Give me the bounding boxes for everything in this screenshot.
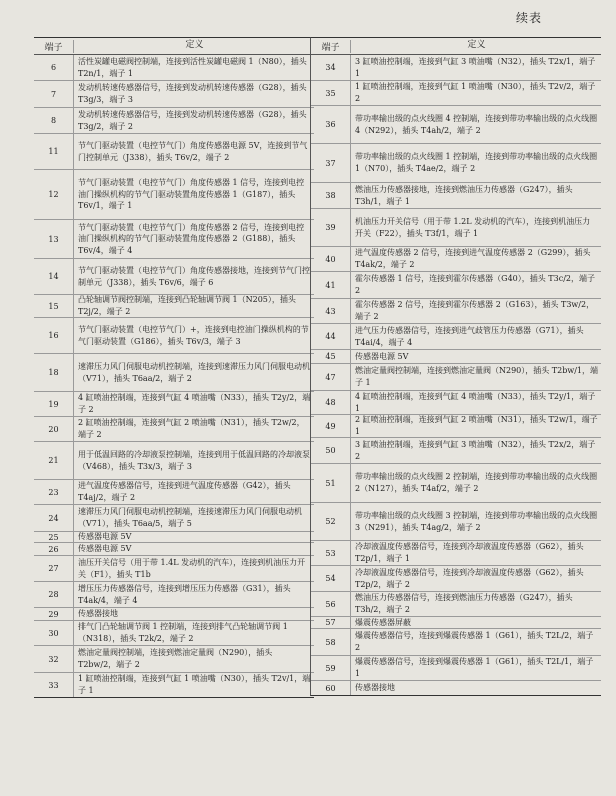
left-table-body (34, 55, 314, 697)
terminal-definition (351, 617, 601, 628)
definition-text: 进气温度传感器 2 信号，连接到进气温度传感器 2（G299），插头 T4ak/2，端子 2 (355, 248, 591, 269)
terminal-number: 25 (34, 532, 74, 542)
right-table-body (311, 55, 601, 695)
terminal-definition (351, 144, 601, 182)
terminal-number: 14 (34, 259, 74, 294)
terminal-number: 36 (311, 106, 351, 143)
terminal-definition (74, 556, 314, 581)
terminal-number: 11 (34, 134, 74, 169)
terminal-number: 29 (34, 608, 74, 620)
definition-text: 节气门驱动装置（电控节气门）角度传感器 1 信号，连接到电控油门操纵机构的节气门驱动装置角度传感器 1（G187），插头 T6v/1，端子 1 (78, 178, 305, 211)
definition-text: 节气门驱动装置（电控节气门）+，连接到电控油门操纵机构的节气门驱动装置（G186），插头 T6v/3，端子 3 (78, 324, 309, 346)
table-header (34, 38, 314, 55)
definition-text: 传感器电源 5V (78, 544, 132, 554)
terminal-number: 6 (34, 55, 74, 80)
terminal-number: 7 (34, 81, 74, 107)
definition-text: 凸轮轴调节阀控制端，连接到凸轮轴调节阀 1（N205），插头 T2j/2，端子 2 (78, 295, 296, 316)
table-row (34, 354, 314, 392)
header-terminal: 端子 (311, 40, 351, 53)
definition-text: 活性炭罐电磁阀控制端，连接到活性炭罐电磁阀 1（N80），插头 T2n/1，端子 1 (78, 56, 307, 78)
terminal-number: 12 (34, 170, 74, 219)
table-row (311, 438, 601, 464)
terminal-definition (351, 629, 601, 655)
definition-text: 冷却液温度传感器信号，连接到冷却液温度传感器（G62），插头 T2p/1，端子 1 (355, 542, 584, 563)
table-row (34, 295, 314, 318)
definition-text: 传感器电源 5V (355, 351, 409, 361)
terminal-definition (74, 259, 314, 294)
terminal-definition (74, 81, 314, 107)
table-row (311, 364, 601, 391)
definition-text: 燃油定量阀控制端，连接到燃油定量阀（N290），插头 T2bw/1，端子 1 (355, 366, 598, 387)
terminal-definition (351, 209, 601, 246)
table-row (311, 247, 601, 272)
table-row (311, 324, 601, 350)
table-row (311, 350, 601, 364)
definition-text: 3 缸喷油控制端，连接到气缸 3 喷油嘴（N32），插头 T2x/1，端子 1 (355, 56, 596, 78)
terminal-definition (351, 272, 601, 298)
definition-text: 1 缸喷油控制端，连接到气缸 1 喷油嘴（N30），插头 T2v/1，端子 1 (78, 674, 311, 695)
definition-text: 传感器接地 (78, 609, 118, 619)
terminal-definition (74, 55, 314, 80)
terminal-definition (74, 621, 314, 645)
terminal-definition (74, 582, 314, 607)
terminal-definition (74, 673, 314, 697)
terminal-number: 23 (34, 480, 74, 504)
terminal-number: 52 (311, 503, 351, 540)
definition-text: 燃油压力传感器接地，连接到燃油压力传感器（G247），插头 T3h/1，端子 1 (355, 184, 573, 206)
terminal-definition (351, 541, 601, 565)
table-row (311, 55, 601, 81)
table-row (311, 183, 601, 209)
terminal-definition (351, 656, 601, 680)
table-row (34, 108, 314, 134)
terminal-definition (351, 350, 601, 363)
terminal-number: 57 (311, 617, 351, 628)
terminal-number: 26 (34, 543, 74, 555)
header-definition: 定义 (185, 40, 204, 51)
terminal-number: 24 (34, 505, 74, 531)
terminal-definition (74, 170, 314, 219)
terminal-number: 40 (311, 247, 351, 271)
terminal-definition (74, 543, 314, 555)
terminal-number: 27 (34, 556, 74, 581)
terminal-definition (351, 106, 601, 143)
definition-text: 带功率输出级的点火线圈 2 控制端，连接到带功率输出级的点火线圈 2（N127），插头 T4af/2，端子 2 (355, 472, 598, 493)
terminal-definition (351, 324, 601, 349)
terminal-number: 58 (311, 629, 351, 655)
definition-text: 油压开关信号（用于带 1.4L 发动机的汽车），连接到机油压力开关（F1），插头 T1b (78, 557, 306, 579)
definition-text: 进气温度传感器信号，连接到进气温度传感器（G42），插头 T4aj/2，端子 2 (78, 481, 291, 502)
definition-text: 爆震传感器信号，连接到爆震传感器 1（G61），插头 T2L/1，端子 1 (355, 657, 594, 678)
terminal-number: 15 (34, 295, 74, 317)
terminal-definition (351, 364, 601, 390)
header-terminal: 端子 (34, 40, 74, 53)
definition-text: 发动机转速传感器信号，连接到发动机转速传感器（G28），插头 T3g/3，端子 3 (78, 83, 307, 104)
terminal-number: 44 (311, 324, 351, 349)
table-row (34, 442, 314, 480)
definition-text: 带功率输出级的点火线圈 1 控制端，连接到带功率输出级的点火线圈 1（N70），插头 T4ae/2，端子 2 (355, 152, 598, 173)
table-row (311, 106, 601, 144)
terminal-definition (351, 391, 601, 414)
terminal-definition (351, 503, 601, 540)
table-row (311, 617, 601, 629)
terminal-definition (74, 608, 314, 620)
table-row (34, 55, 314, 81)
terminal-number: 33 (34, 673, 74, 697)
terminal-definition (351, 438, 601, 463)
definition-text: 冷却液温度传感器信号，连接到冷却液温度传感器（G62），插头 T2p/2，端子 2 (355, 567, 584, 589)
terminal-definition (74, 108, 314, 133)
terminal-definition (74, 354, 314, 391)
left-table (34, 37, 314, 698)
terminal-definition (351, 464, 601, 502)
terminal-number: 43 (311, 299, 351, 323)
table-row (34, 608, 314, 621)
table-row (34, 646, 314, 673)
table-row (34, 134, 314, 170)
definition-text: 节气门驱动装置（电控节气门）角度传感器接地，连接到节气门控制单元（J338），插头 T6v/6，端子 6 (78, 265, 310, 287)
terminal-number: 56 (311, 592, 351, 616)
definition-text: 增压压力传感器信号，连接到增压压力传感器（G31），插头 T4ak/4，端子 4 (78, 583, 291, 605)
table-row (34, 505, 314, 532)
right-table (310, 37, 601, 696)
definition-text: 传感器电源 5V (78, 532, 132, 542)
table-row (311, 541, 601, 566)
terminal-number: 28 (34, 582, 74, 607)
definition-text: 用于低温回路的冷却液泵控制端，连接到用于低温回路的冷却液泵（V468），插头 T3x/3，端子 3 (78, 449, 310, 471)
terminal-number: 50 (311, 438, 351, 463)
table-row (34, 417, 314, 442)
definition-text: 传感器接地 (355, 683, 395, 693)
terminal-number: 35 (311, 81, 351, 105)
terminal-definition (74, 417, 314, 441)
definition-text: 带功率输出级的点火线圈 3 控制端，连接到带功率输出级的点火线圈 3（N291），插头 T4ag/2，端子 2 (355, 510, 598, 532)
terminal-number: 38 (311, 183, 351, 208)
table-row (311, 209, 601, 247)
table-row (311, 656, 601, 681)
definition-text: 节气门驱动装置（电控节气门）角度传感器 2 信号，连接到电控油门操纵机构的节气门驱动装置角度传感器 2（G188），插头 T6v/4，端子 4 (78, 222, 305, 255)
terminal-number: 18 (34, 354, 74, 391)
terminal-number: 16 (34, 318, 74, 353)
table-row (311, 391, 601, 415)
table-row (311, 144, 601, 183)
terminal-definition (351, 183, 601, 208)
table-row (34, 81, 314, 108)
table-row (34, 621, 314, 646)
definition-text: 机油压力开关信号（用于带 1.2L 发动机的汽车），连接到机油压力开关（F22），插头 T3f/1，端子 1 (355, 216, 591, 238)
definition-text: 霍尔传感器 2 信号，连接到霍尔传感器 2（G163），插头 T3w/2，端子 2 (355, 300, 595, 321)
definition-text: 排气门凸轮轴调节阀 1 控制端，连接到排气凸轮轴调节阀 1（N318），插头 T2k/2，端子 2 (78, 622, 288, 643)
continued-label: 续表 (516, 11, 543, 25)
terminal-definition (351, 247, 601, 271)
definition-text: 1 缸喷油控制端，连接到气缸 1 喷油嘴（N30），插头 T2v/2，端子 2 (355, 82, 596, 103)
terminal-definition (74, 318, 314, 353)
definition-text: 4 缸喷油控制端，连接到气缸 4 喷油嘴（N33），插头 T2y/1，端子 1 (355, 391, 596, 413)
terminal-number: 51 (311, 464, 351, 502)
terminal-number: 53 (311, 541, 351, 565)
terminal-definition (74, 134, 314, 169)
table-row (34, 220, 314, 259)
definition-text: 霍尔传感器 1 信号，连接到霍尔传感器（G40），插头 T3c/2，端子 2 (355, 274, 595, 295)
terminal-definition (351, 592, 601, 616)
terminal-number: 30 (34, 621, 74, 645)
terminal-definition (351, 681, 601, 695)
definition-text: 燃油压力传感器信号，连接到燃油压力传感器（G247），插头 T3h/2，端子 2 (355, 593, 573, 614)
terminal-definition (351, 55, 601, 80)
terminal-definition (351, 566, 601, 591)
terminal-number: 34 (311, 55, 351, 80)
terminal-definition (74, 295, 314, 317)
terminal-number: 60 (311, 681, 351, 695)
table-row (311, 503, 601, 541)
table-row (311, 681, 601, 695)
terminal-number: 49 (311, 415, 351, 437)
terminal-definition (351, 299, 601, 323)
table-row (34, 259, 314, 295)
table-row (34, 556, 314, 582)
terminal-number: 13 (34, 220, 74, 258)
table-row (34, 543, 314, 556)
terminal-number: 8 (34, 108, 74, 133)
terminal-number: 41 (311, 272, 351, 298)
definition-text: 节气门驱动装置（电控节气门）角度传感器电源 5V，连接到节气门控制单元（J338），插头 T6v/2，端子 2 (78, 140, 308, 162)
table-row (311, 272, 601, 299)
definition-text: 4 缸喷油控制端，连接到气缸 4 喷油嘴（N33），插头 T2y/2，端子 2 (78, 393, 311, 414)
table-row (311, 415, 601, 438)
terminal-number: 19 (34, 392, 74, 416)
terminal-definition (74, 392, 314, 416)
terminal-number: 48 (311, 391, 351, 414)
definition-text: 燃油定量阀控制端，连接到燃油定量阀（N290），插头 T2bw/2，端子 2 (78, 648, 273, 669)
header-definition: 定义 (467, 40, 486, 51)
definition-text: 3 缸喷油控制端，连接到气缸 3 喷油嘴（N32），插头 T2x/2，端子 2 (355, 439, 596, 461)
terminal-definition (74, 505, 314, 531)
definition-text: 爆震传感器屏蔽 (355, 617, 411, 627)
terminal-number: 20 (34, 417, 74, 441)
table-row (34, 673, 314, 697)
table-row (311, 299, 601, 324)
definition-text: 2 缸喷油控制端，连接到气缸 2 喷油嘴（N31），插头 T2w/2，端子 2 (78, 418, 305, 439)
terminal-number: 32 (34, 646, 74, 672)
table-row (311, 464, 601, 503)
table-row (34, 480, 314, 505)
table-header (311, 38, 601, 55)
terminal-number: 54 (311, 566, 351, 591)
table-row (311, 592, 601, 617)
terminal-number: 39 (311, 209, 351, 246)
definition-text: 进气压力传感器信号，连接到进气歧管压力传感器（G71），插头 T4ai/4，端子 4 (355, 325, 584, 347)
table-row (34, 318, 314, 354)
table-row (311, 629, 601, 656)
table-row (311, 566, 601, 592)
definition-text: 速滞压力风门伺服电动机控制端，连接速滞压力风门伺服电动机（V71），插头 T6aa/5，端子 5 (78, 507, 302, 528)
terminal-number: 59 (311, 656, 351, 680)
terminal-number: 37 (311, 144, 351, 182)
terminal-number: 45 (311, 350, 351, 363)
definition-text: 发动机转速传感器信号，连接到发动机转速传感器（G28），插头 T3g/2，端子 2 (78, 109, 307, 131)
table-row (311, 81, 601, 106)
terminal-definition (74, 220, 314, 258)
definition-text: 速滞压力风门伺服电动机控制端，连接到速滞压力风门伺服电动机（V71），插头 T6aa/2，端子 2 (78, 361, 310, 383)
terminal-definition (351, 415, 601, 437)
terminal-definition (351, 81, 601, 105)
terminal-definition (74, 480, 314, 504)
definition-text: 带功率输出级的点火线圈 4 控制端，连接到带功率输出级的点火线圈 4（N292），插头 T4ah/2，端子 2 (355, 113, 598, 135)
terminal-number: 47 (311, 364, 351, 390)
definition-text: 爆震传感器信号，连接到爆震传感器 1（G61），插头 T2L/2，端子 2 (355, 631, 594, 652)
terminal-definition (74, 442, 314, 479)
table-row (34, 582, 314, 608)
table-row (34, 532, 314, 543)
terminal-definition (74, 646, 314, 672)
terminal-definition (74, 532, 314, 542)
definition-text: 2 缸喷油控制端，连接到气缸 2 喷油嘴（N31），插头 T2w/1，端子 1 (355, 415, 598, 436)
table-row (34, 392, 314, 417)
table-row (34, 170, 314, 220)
terminal-number: 21 (34, 442, 74, 479)
